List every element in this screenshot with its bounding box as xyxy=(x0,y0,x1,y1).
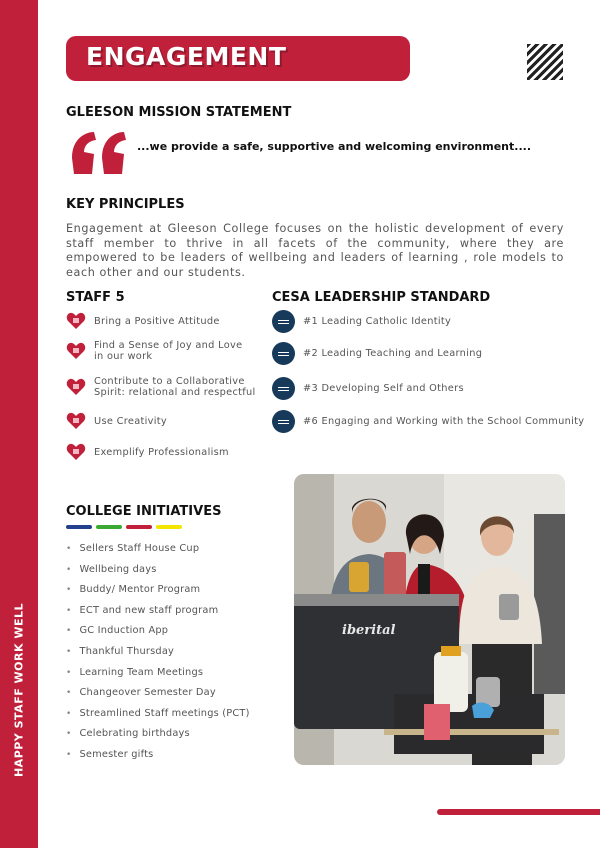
striped-square-decoration xyxy=(527,44,563,80)
cesa-item xyxy=(272,310,451,333)
staff5-item xyxy=(66,312,220,330)
list-item: • Semester gifts xyxy=(66,748,250,769)
staff5-item xyxy=(66,340,242,362)
staff5-item xyxy=(66,376,256,398)
list-item: • Sellers Staff House Cup xyxy=(66,542,250,563)
staff5-item-label: Exemplify Professionalism xyxy=(94,446,229,458)
left-sidebar xyxy=(0,0,38,848)
heart-icon xyxy=(66,312,86,330)
list-item: • Streamlined Staff meetings (PCT) xyxy=(66,707,250,728)
machine-logo-text: iberital xyxy=(342,623,396,638)
staff5-item xyxy=(66,443,229,461)
list-item: • Wellbeing days xyxy=(66,563,250,584)
list-item: • Celebrating birthdays xyxy=(66,727,250,748)
page-title-banner xyxy=(66,36,410,81)
color-bar-yellow xyxy=(156,525,182,529)
key-principles-paragraph: Engagement at Gleeson College focuses on the holistic development of every staff member to thrive in all facets of the community, where they are empowered to be leaders of wellbeing and leaders of learning , role models to each other and our students. xyxy=(66,222,564,279)
mission-heading: GLEESON MISSION STATEMENT xyxy=(66,105,292,120)
staff5-item-label: Contribute to a Collaborative Spirit: relational and respectful xyxy=(94,376,256,398)
color-bar-blue xyxy=(66,525,92,529)
page-title: ENGAGEMENT xyxy=(86,42,287,71)
staff5-heading: STAFF 5 xyxy=(66,290,125,305)
color-bar-red xyxy=(126,525,152,529)
cesa-logo-icon xyxy=(272,342,295,365)
list-item: • GC Induction App xyxy=(66,624,250,645)
staff5-item-label: Use Creativity xyxy=(94,415,168,427)
color-bar-green xyxy=(96,525,122,529)
heart-icon xyxy=(66,342,86,360)
initiatives-heading: COLLEGE INITIATIVES xyxy=(66,504,222,519)
staff5-item-label: Bring a Positive Attitude xyxy=(94,315,220,327)
heart-icon xyxy=(66,443,86,461)
list-item: • Learning Team Meetings xyxy=(66,666,250,687)
cesa-item xyxy=(272,342,482,365)
cesa-logo-icon xyxy=(272,377,295,400)
cesa-item-label: #2 Leading Teaching and Learning xyxy=(303,348,483,359)
cesa-item xyxy=(272,410,584,433)
list-item: • Changeover Semester Day xyxy=(66,686,250,707)
cesa-logo-icon xyxy=(272,410,295,433)
bottom-accent-bar xyxy=(437,809,600,815)
cesa-logo-icon xyxy=(272,310,295,333)
staff5-item-label: Find a Sense of Joy and Love in our work xyxy=(94,340,243,362)
list-item: • Buddy/ Mentor Program xyxy=(66,583,250,604)
list-item: • ECT and new staff program xyxy=(66,604,250,625)
staff-photo-illustration xyxy=(294,474,565,765)
staff-photo xyxy=(294,474,565,765)
heart-icon xyxy=(66,378,86,396)
cesa-item xyxy=(272,377,464,400)
cesa-item-label: #6 Engaging and Working with the School Community xyxy=(303,416,585,427)
mission-quote: ...we provide a safe, supportive and welcoming environment.... xyxy=(137,140,531,153)
list-item: • Thankful Thursday xyxy=(66,645,250,666)
cesa-heading: CESA LEADERSHIP STANDARD xyxy=(272,290,491,305)
cesa-item-label: #1 Leading Catholic Identity xyxy=(303,316,452,327)
sidebar-slogan: HAPPY STAFF WORK WELL xyxy=(12,602,26,778)
staff5-item xyxy=(66,412,167,430)
cesa-item-label: #3 Developing Self and Others xyxy=(303,383,464,394)
heart-icon xyxy=(66,412,86,430)
key-principles-heading: KEY PRINCIPLES xyxy=(66,197,185,212)
quote-mark-icon xyxy=(68,128,130,180)
initiatives-list xyxy=(66,542,250,769)
